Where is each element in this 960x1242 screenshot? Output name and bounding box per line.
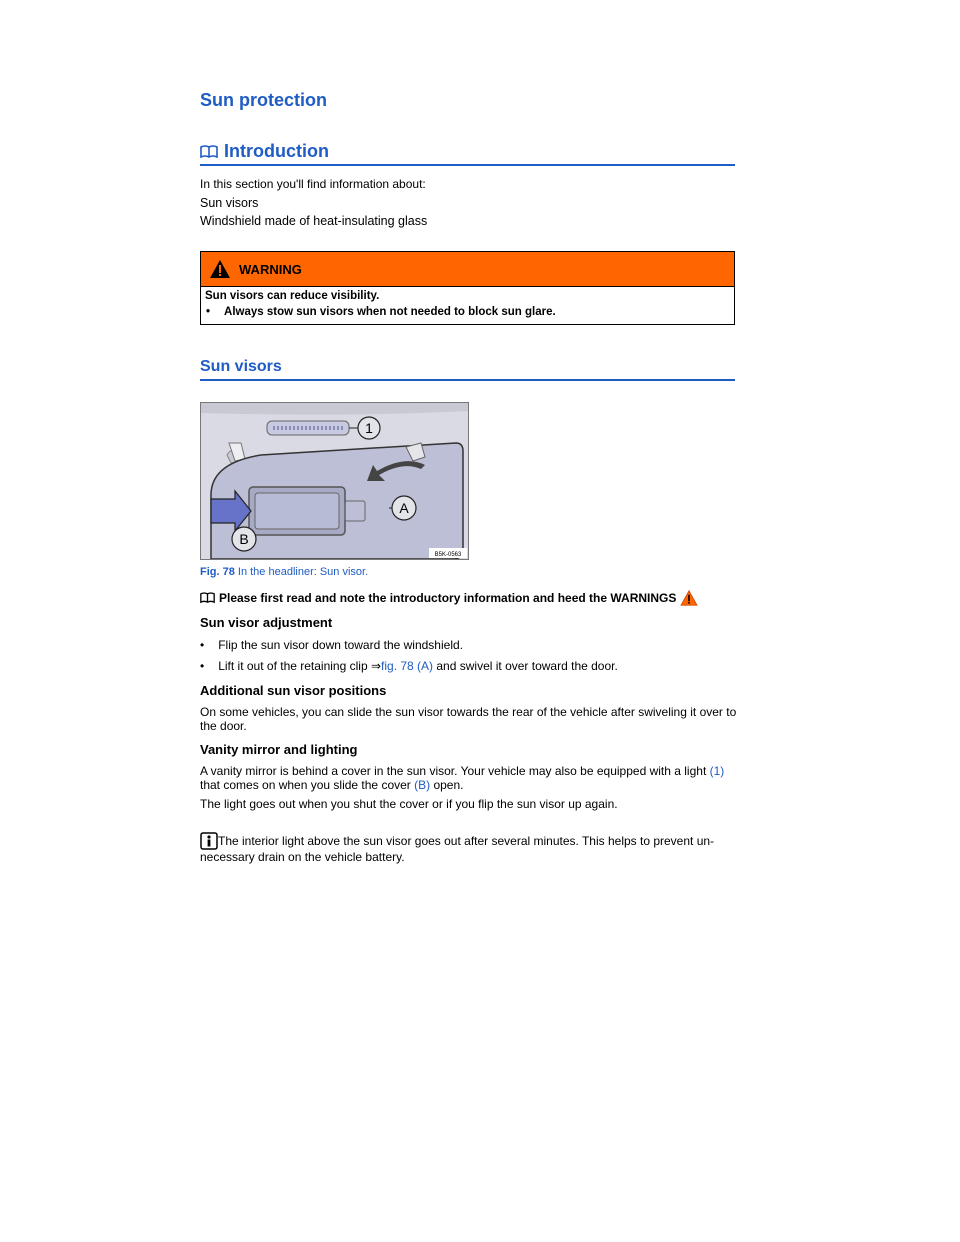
list-item-text-part: Lift it out of the retaining clip ⇒ [218,659,382,673]
caption-text: In the headliner: Sun visor. [234,566,369,578]
note-text: necessary drain on the vehicle battery. [200,850,405,864]
intro-item: Windshield made of heat-insulating glass [200,214,428,228]
warning-triangle-icon [680,590,698,606]
intro-item: Sun visors [200,196,259,210]
mirror-text-part: open. [430,778,464,792]
positions-text: the door. [200,719,247,733]
list-item [200,638,463,652]
warning-triangle-icon [209,259,231,279]
list-item [200,659,618,673]
mirror-text-part: A vanity mirror is behind a cover in the sun visor. Your vehicle may also be equipped with a light [200,764,710,778]
sun-visor-illustration [201,403,468,559]
figure-caption [200,566,368,578]
list-item-text-part: and swivel it over toward the door. [433,659,618,673]
callout-a: A [399,500,409,516]
section-heading: Sun visors [200,358,735,381]
list-item-text: Flip the sun visor down toward the windshield. [218,638,463,652]
bullet-marker: • [200,638,205,652]
positions-heading: Additional sun visor positions [200,683,387,698]
book-icon [200,145,218,159]
info-note-icon [200,832,218,850]
callout-b: B [239,531,249,547]
mirror-text [200,778,464,792]
warning-bullet-item [205,306,730,322]
figure-code: B5K-0563 [434,552,462,558]
list-item-text [218,659,618,673]
bullet-marker: • [206,306,211,318]
mirror-text: The light goes out when you shut the cover or if you flip the sun visor up again. [200,797,618,811]
warning-box [200,251,735,325]
sun-visor-figure [200,402,469,560]
notice-text: Please first read and note the introductory information and heed the WARNINGS [219,591,677,605]
note-text: The interior light above the sun visor goes out after several minutes. This helps to prevent un- [218,834,715,848]
intro-text: In this section you'll find information about: [200,177,426,191]
adjust-heading: Sun visor adjustment [200,615,333,630]
intro-heading [200,141,735,166]
intro-heading-text: Introduction [224,141,329,161]
bullet-marker: • [200,659,205,673]
warning-bullet-text: Always stow sun visors when not needed to block sun glare. [224,306,556,318]
figure-reference-link[interactable]: fig. 78 (A) [381,659,434,673]
positions-text: On some vehicles, you can slide the sun visor towards the rear of the vehicle after swiveling it over to [200,705,737,719]
callout-1: 1 [365,420,373,436]
note-line [200,832,714,850]
warning-header [201,252,734,287]
warning-line: Sun visors can reduce visibility. [205,290,380,302]
notice-line [200,590,698,606]
book-icon [200,592,215,604]
callout-reference: (B) [414,778,431,792]
caption-figure-number: Fig. 78 [200,566,235,578]
page-title: Sun protection [200,90,327,110]
callout-reference: (1) [709,764,725,778]
warning-label: WARNING [239,261,302,277]
mirror-text-part: that comes on when you slide the cover [200,778,415,792]
warning-body [201,287,734,324]
mirror-heading: Vanity mirror and lighting [200,742,358,757]
mirror-text [200,764,724,778]
